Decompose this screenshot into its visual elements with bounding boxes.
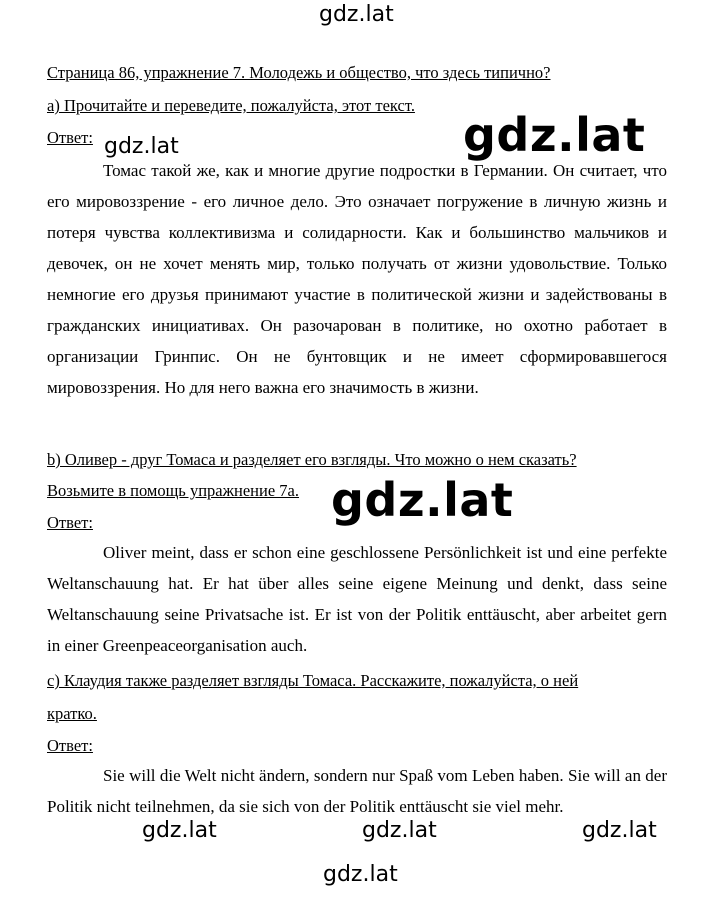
watermark-row-center: gdz.lat [362,818,437,843]
watermark-row-right: gdz.lat [582,818,657,843]
task-c-question-line2: кратко. [47,704,97,723]
task-c-answer-text [47,760,667,822]
task-a-answer-text [47,155,667,403]
watermark-bottom: gdz.lat [323,862,398,887]
page-header: Страница 86, упражнение 7. Молодежь и общество, что здесь типично? [47,63,551,82]
task-b-question-line2: Возьмите в помощь упражнение 7а. [47,481,299,500]
task-a-answer-label: Ответ: [47,128,93,147]
task-b-answer-label: Ответ: [47,513,93,532]
watermark-top: gdz.lat [319,2,394,27]
task-b-question-line1: b) Оливер - друг Томаса и разделяет его взгляды. Что можно о нем сказать? [47,450,577,469]
watermark-small-answer-a: gdz.lat [104,134,179,159]
task-c-answer-label: Ответ: [47,736,93,755]
watermark-big-2: gdz.lat [331,473,514,527]
task-b-paragraph: Oliver meint, dass er schon eine geschlossene Persönlichkeit ist und eine perfekte Weltanschauung hat. Er hat über alles seine eigene Meinung und denkt, dass seine Weltanschauung seine Privatsache ist. Er ist von der Politik enttäuscht, aber arbeitet gern in einer Greenpeaceorganisation auch. [47,543,667,655]
task-c-paragraph: Sie will die Welt nicht ändern, sondern nur Spaß vom Leben haben. Sie will an der Politik nicht teilnehmen, da sie sich von der Politik enttäuscht sie viel mehr. [47,766,667,816]
watermark-big-1: gdz.lat [463,108,646,162]
task-b-answer-text [47,537,667,661]
task-a-question: а) Прочитайте и переведите, пожалуйста, этот текст. [47,96,415,115]
task-a-paragraph: Томас такой же, как и многие другие подростки в Германии. Он считает, что его мировоззрение - его личное дело. Это означает погружение в личную жизнь и потеря чувства коллективизма и солидарности. Как и большинство мальчиков и девочек, он не хочет менять мир, только получать от жизни удовольствие. Только немногие его друзья принимают участие в политической жизни и задействованы в гражданских инициативах. Он разочарован в политике, но охотно работает в организации Гринпис. Он не бунтовщик и не имеет сформировавшегося мировоззрения. Но для него важна его значимость в жизни. [47,161,667,397]
watermark-row-left: gdz.lat [142,818,217,843]
task-c-question-line1: с) Клаудия также разделяет взгляды Томаса. Расскажите, пожалуйста, о ней [47,671,579,690]
